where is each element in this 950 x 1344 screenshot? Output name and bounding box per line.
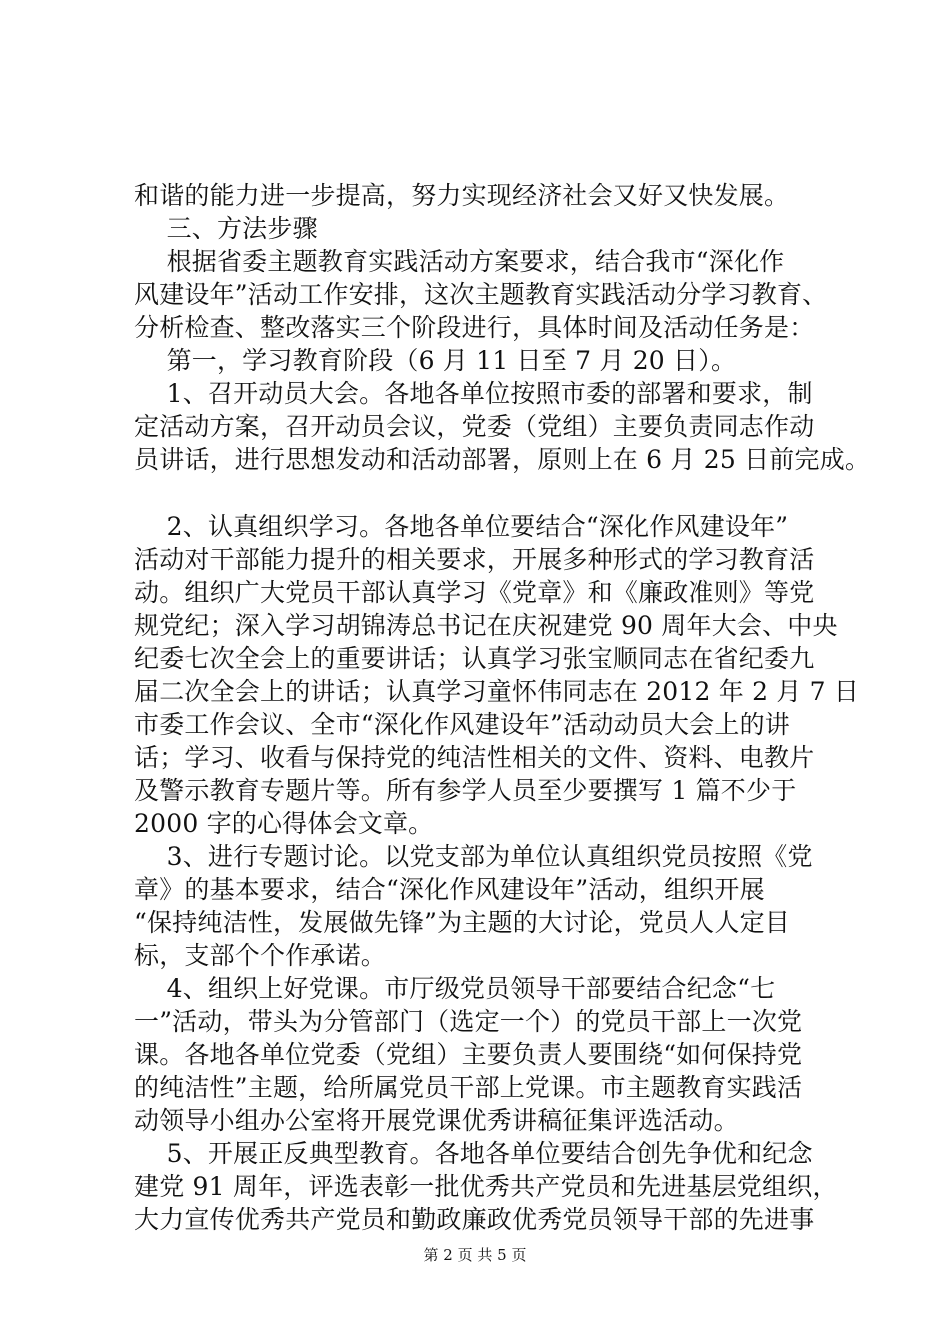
body-text-line: 规党纪；深入学习胡锦涛总书记在庆祝建党 90 周年大会、中央 xyxy=(134,611,838,640)
page-number-footer: 第 2 页 共 5 页 xyxy=(423,1246,527,1264)
body-text-line: 课。各地各单位党委（党组）主要负责人要围绕“如何保持党 xyxy=(134,1040,803,1069)
subsection-heading: 第一，学习教育阶段（6 月 11 日至 7 月 20 日）。 xyxy=(134,346,737,375)
body-text-line: 根据省委主题教育实践活动方案要求，结合我市“深化作 xyxy=(134,247,785,276)
body-text-line: 话；学习、收看与保持党的纯洁性相关的文件、资料、电教片 xyxy=(134,743,815,772)
body-text-line: 3、进行专题讨论。以党支部为单位认真组织党员按照《党 xyxy=(134,842,813,871)
body-text-line: 2000 字的心得体会文章。 xyxy=(134,809,434,838)
body-text-line: 分析检查、整改落实三个阶段进行，具体时间及活动任务是： xyxy=(134,313,815,342)
body-text-line: 大力宣传优秀共产党员和勤政廉政优秀党员领导干部的先进事 xyxy=(134,1205,815,1234)
body-text-line: 章》的基本要求，结合“深化作风建设年”活动，组织开展 xyxy=(134,875,765,904)
body-text-line: 定活动方案，召开动员会议，党委（党组）主要负责同志作动 xyxy=(134,412,815,441)
body-text-line: 的纯洁性”主题，给所属党员干部上党课。市主题教育实践活 xyxy=(134,1073,803,1102)
body-text-line: 建党 91 周年，评选表彰一批优秀共产党员和先进基层党组织， xyxy=(134,1172,838,1201)
body-text-line: 风建设年”活动工作安排，这次主题教育实践活动分学习教育、 xyxy=(134,280,828,309)
body-text-line: 员讲话，进行思想发动和活动部署，原则上在 6 月 25 日前完成。 xyxy=(134,445,871,474)
body-text-line: 4、组织上好党课。市厅级党员领导干部要结合纪念“七 xyxy=(134,974,776,1003)
body-text-line: 标，支部个个作承诺。 xyxy=(134,941,387,970)
body-text-line: 市委工作会议、全市“深化作风建设年”活动动员大会上的讲 xyxy=(134,710,790,739)
body-text-line: 和谐的能力进一步提高，努力实现经济社会又好又快发展。 xyxy=(134,181,790,210)
body-text-line: 届二次全会上的讲话；认真学习童怀伟同志在 2012 年 2 月 7 日 xyxy=(134,677,860,706)
body-text-line: 2、认真组织学习。各地各单位要结合“深化作风建设年” xyxy=(134,512,789,541)
body-text-line: 动。组织广大党员干部认真学习《党章》和《廉政准则》等党 xyxy=(134,578,815,607)
body-text-line: 动领导小组办公室将开展党课优秀讲稿征集评选活动。 xyxy=(134,1106,739,1135)
body-text-line: 5、开展正反典型教育。各地各单位要结合创先争优和纪念 xyxy=(134,1139,813,1168)
section-heading: 三、方法步骤 xyxy=(134,214,318,243)
body-text-line: “保持纯洁性，发展做先锋”为主题的大讨论，党员人人定目 xyxy=(134,908,790,937)
body-text-line: 及警示教育专题片等。所有参学人员至少要撰写 1 篇不少于 xyxy=(134,776,797,805)
body-text-line: 纪委七次全会上的重要讲话；认真学习张宝顺同志在省纪委九 xyxy=(134,644,815,673)
body-text-line: 一”活动，带头为分管部门（选定一个）的党员干部上一次党 xyxy=(134,1007,803,1036)
body-text-line: 活动对干部能力提升的相关要求，开展多种形式的学习教育活 xyxy=(134,545,815,574)
body-text-line: 1、召开动员大会。各地各单位按照市委的部署和要求，制 xyxy=(134,379,813,408)
